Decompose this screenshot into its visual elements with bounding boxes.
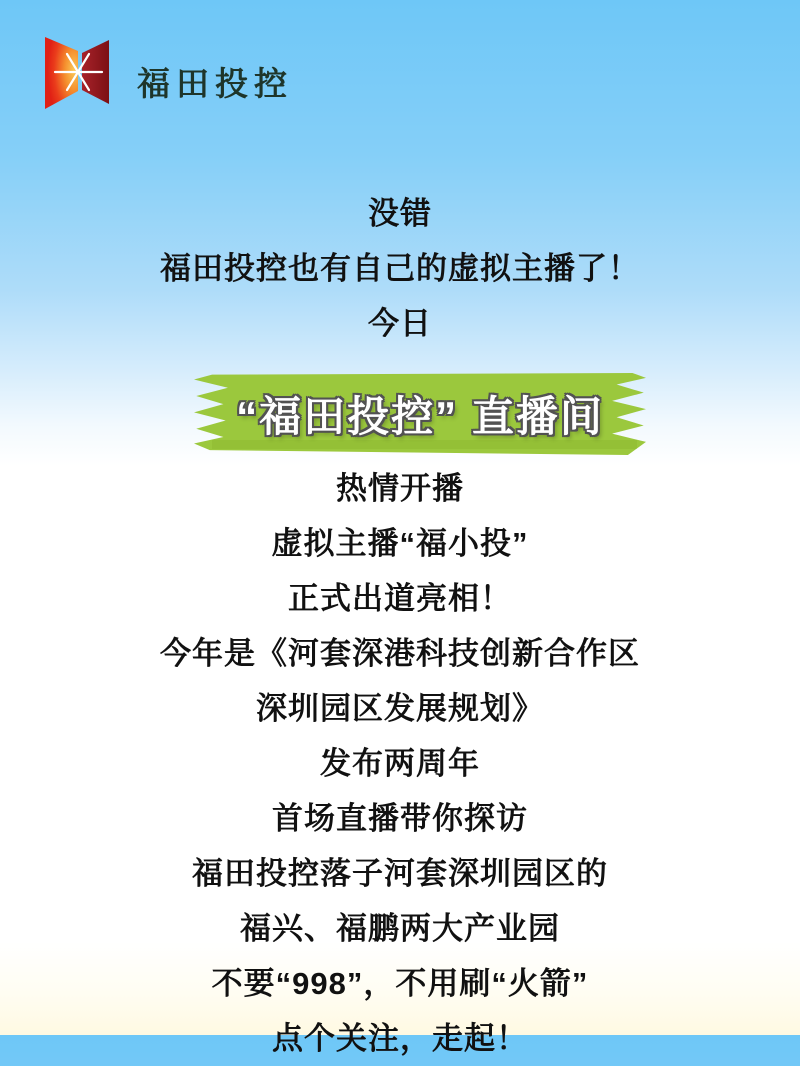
poster-line: 点个关注，走起！ — [272, 1021, 528, 1056]
poster-line: 福田投控落子河套深圳园区的 — [192, 856, 608, 891]
poster-line: 热情开播 — [336, 471, 464, 506]
poster-line: 福田投控也有自己的虚拟主播了！ — [160, 251, 640, 286]
poster-body — [0, 186, 800, 1066]
poster-line: 虚拟主播“福小投” — [271, 526, 529, 561]
poster-line: 今年是《河套深港科技创新合作区 — [160, 636, 640, 671]
futian-logo-icon — [45, 35, 113, 111]
live-room-banner — [194, 373, 646, 455]
poster-line: 福兴、福鹏两大产业园 — [240, 911, 560, 946]
poster-line: 首场直播带你探访 — [272, 801, 528, 836]
live-room-banner-title: “福田投控” 直播间 — [236, 393, 604, 440]
brand-header — [45, 35, 293, 111]
poster-line: 发布两周年 — [320, 746, 480, 781]
poster-line: 没错 — [368, 196, 432, 231]
poster-line: 深圳园区发展规划》 — [256, 691, 544, 726]
poster-line: 今日 — [368, 306, 432, 341]
poster-line: 正式出道亮相！ — [288, 581, 512, 616]
brand-wordmark: 福田投控 — [137, 64, 293, 102]
poster-line: 不要“998”，不用刷“火箭” — [211, 966, 589, 1001]
